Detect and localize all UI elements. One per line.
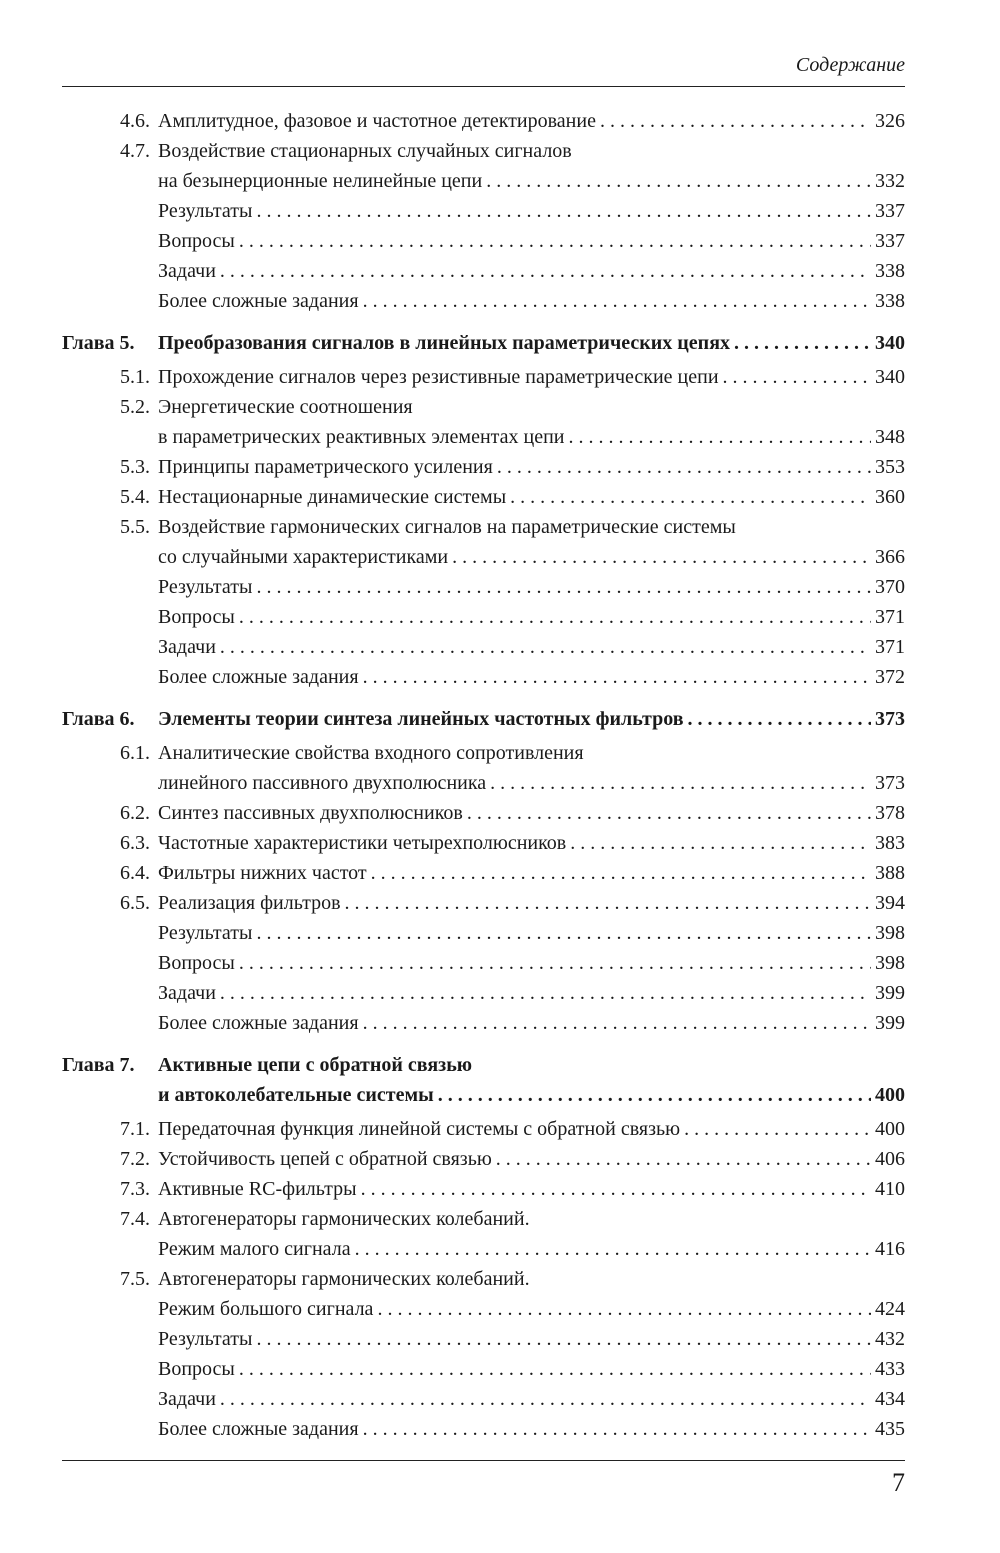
toc-section[interactable] [62, 798, 905, 828]
toc-number: 5.5. [120, 516, 150, 538]
toc-section[interactable] [62, 888, 905, 918]
toc-subitem[interactable] [62, 918, 905, 948]
toc-title: Задачи [158, 260, 216, 282]
toc-page-number: 338 [875, 290, 905, 312]
toc-section[interactable] [62, 136, 905, 196]
toc-page-number: 388 [875, 862, 905, 884]
toc-subitem[interactable] [62, 196, 905, 226]
toc-title: Элементы теории синтеза линейных частотных фильтров [158, 708, 684, 730]
toc-section[interactable] [62, 828, 905, 858]
dot-leader [734, 328, 871, 358]
toc-title: Активные цепи с обратной связью [158, 1054, 473, 1076]
toc-title: линейного пассивного двухполюсника [158, 772, 487, 794]
dot-leader [220, 632, 871, 662]
toc-section[interactable] [62, 1204, 905, 1264]
toc-chapter[interactable] [62, 328, 905, 358]
toc-title: Результаты [158, 576, 253, 598]
toc-title: Синтез пассивных двухполюсников [158, 802, 463, 824]
toc-subitem[interactable] [62, 1414, 905, 1444]
dot-leader [345, 888, 871, 918]
toc-subitem[interactable] [62, 978, 905, 1008]
toc-title: со случайными характеристиками [158, 546, 449, 568]
toc-page-number: 348 [875, 426, 905, 448]
dot-leader [452, 542, 871, 572]
dot-leader [377, 1294, 871, 1324]
dot-leader [220, 256, 871, 286]
toc-number: Глава 6. [62, 708, 135, 730]
toc-title: Результаты [158, 1328, 253, 1350]
toc-subitem[interactable] [62, 226, 905, 256]
toc-subitem[interactable] [62, 602, 905, 632]
toc-page-number: 400 [875, 1084, 905, 1106]
toc-subitem[interactable] [62, 948, 905, 978]
toc-number: 5.3. [120, 456, 150, 478]
dot-leader [496, 1144, 871, 1174]
dot-leader [497, 452, 871, 482]
toc-section[interactable] [62, 106, 905, 136]
toc-page-number: 340 [875, 366, 905, 388]
toc-page-number: 326 [875, 110, 905, 132]
toc-subitem[interactable] [62, 662, 905, 692]
toc-title: Результаты [158, 922, 253, 944]
toc-number: 7.4. [120, 1208, 150, 1230]
toc-number: 7.5. [120, 1268, 150, 1290]
toc-title: и автоколебательные системы [158, 1084, 434, 1106]
dot-leader [371, 858, 871, 888]
dot-leader [220, 1384, 871, 1414]
toc-number: 7.1. [120, 1118, 150, 1140]
toc-section[interactable] [62, 858, 905, 888]
toc-title: Задачи [158, 636, 216, 658]
toc-page-number: 434 [875, 1388, 905, 1410]
toc-page-number: 399 [875, 1012, 905, 1034]
toc-title: Задачи [158, 1388, 216, 1410]
dot-leader [361, 1174, 871, 1204]
toc-number: 6.4. [120, 862, 150, 884]
toc-title: Вопросы [158, 230, 235, 252]
toc-title: Более сложные задания [158, 666, 359, 688]
toc-page-number: 337 [875, 200, 905, 222]
toc-chapter[interactable] [62, 704, 905, 734]
dot-leader [510, 482, 871, 512]
dot-leader [363, 286, 871, 316]
dot-leader [239, 948, 871, 978]
toc-title: Вопросы [158, 952, 235, 974]
toc-page-number: 370 [875, 576, 905, 598]
toc-page-number: 373 [875, 708, 905, 730]
toc-title: Аналитические свойства входного сопротивления [158, 742, 584, 764]
toc-section[interactable] [62, 512, 905, 572]
toc-title: Автогенераторы гармонических колебаний. [158, 1208, 530, 1230]
toc-title: Воздействие стационарных случайных сигналов [158, 140, 572, 162]
dot-leader [467, 798, 871, 828]
toc-page-number: 398 [875, 922, 905, 944]
toc-page-number: 337 [875, 230, 905, 252]
toc-title: Более сложные задания [158, 290, 359, 312]
toc-page-number: 383 [875, 832, 905, 854]
toc-page-number: 398 [875, 952, 905, 974]
dot-leader [256, 918, 871, 948]
toc-title: Результаты [158, 200, 253, 222]
toc-subitem[interactable] [62, 1324, 905, 1354]
toc-subitem[interactable] [62, 632, 905, 662]
toc-title: Реализация фильтров [158, 892, 341, 914]
toc-section[interactable] [62, 482, 905, 512]
toc-title: Режим малого сигнала [158, 1238, 351, 1260]
toc-title: Автогенераторы гармонических колебаний. [158, 1268, 530, 1290]
toc-number: 5.4. [120, 486, 150, 508]
dot-leader [355, 1234, 871, 1264]
toc-title: Вопросы [158, 1358, 235, 1380]
toc-section[interactable] [62, 1144, 905, 1174]
toc-section[interactable] [62, 1114, 905, 1144]
toc-page-number: 394 [875, 892, 905, 914]
dot-leader [363, 662, 871, 692]
dot-leader [723, 362, 871, 392]
toc-number: 6.5. [120, 892, 150, 914]
toc-title: Более сложные задания [158, 1418, 359, 1440]
toc-number: Глава 7. [62, 1054, 135, 1076]
toc-number: 6.3. [120, 832, 150, 854]
toc-title: Активные RC-фильтры [158, 1178, 357, 1200]
toc-subitem[interactable] [62, 256, 905, 286]
toc-title: Прохождение сигналов через резистивные параметрические цепи [158, 366, 719, 388]
dot-leader [486, 166, 871, 196]
toc-number: 5.2. [120, 396, 150, 418]
toc-title: Нестационарные динамические системы [158, 486, 507, 508]
dot-leader [220, 978, 871, 1008]
toc-page-number: 371 [875, 606, 905, 628]
toc-page-number: 410 [875, 1178, 905, 1200]
toc-number: 4.7. [120, 140, 150, 162]
toc-title: Частотные характеристики четырехполюсников [158, 832, 567, 854]
dot-leader [363, 1008, 871, 1038]
dot-leader [239, 602, 871, 632]
toc-page-number: 432 [875, 1328, 905, 1350]
toc-number: 7.3. [120, 1178, 150, 1200]
header-rule [62, 86, 905, 87]
toc-title: Энергетические соотношения [158, 396, 413, 418]
page-number: 7 [892, 1468, 905, 1497]
footer-rule [62, 1460, 905, 1461]
toc-title: на безынерционные нелинейные цепи [158, 170, 483, 192]
toc-page-number: 372 [875, 666, 905, 688]
toc-title: Воздействие гармонических сигналов на параметрические системы [158, 516, 736, 538]
toc-title: Режим большого сигнала [158, 1298, 374, 1320]
toc-page-number: 400 [875, 1118, 905, 1140]
toc-subitem[interactable] [62, 572, 905, 602]
dot-leader [569, 422, 872, 452]
table-of-contents [62, 106, 905, 1444]
toc-section[interactable] [62, 452, 905, 482]
toc-page-number: 433 [875, 1358, 905, 1380]
toc-page-number: 353 [875, 456, 905, 478]
toc-page-number: 366 [875, 546, 905, 568]
toc-page-number: 360 [875, 486, 905, 508]
toc-number: Глава 5. [62, 332, 135, 354]
toc-title: Амплитудное, фазовое и частотное детектирование [158, 110, 596, 132]
toc-subitem[interactable] [62, 286, 905, 316]
toc-title: Устойчивость цепей с обратной связью [158, 1148, 492, 1170]
toc-number: 6.1. [120, 742, 150, 764]
toc-title: Вопросы [158, 606, 235, 628]
toc-page-number: 371 [875, 636, 905, 658]
toc-number: 5.1. [120, 366, 150, 388]
toc-title: Фильтры нижних частот [158, 862, 367, 884]
toc-title: Более сложные задания [158, 1012, 359, 1034]
dot-leader [688, 704, 871, 734]
toc-page-number: 332 [875, 170, 905, 192]
dot-leader [239, 226, 871, 256]
toc-page-number: 399 [875, 982, 905, 1004]
toc-page-number: 338 [875, 260, 905, 282]
toc-title: Принципы параметрического усиления [158, 456, 493, 478]
dot-leader [239, 1354, 871, 1384]
toc-title: Задачи [158, 982, 216, 1004]
toc-page-number: 406 [875, 1148, 905, 1170]
dot-leader [438, 1080, 871, 1110]
toc-section[interactable] [62, 738, 905, 798]
dot-leader [490, 768, 871, 798]
toc-section[interactable] [62, 1264, 905, 1324]
dot-leader [256, 1324, 871, 1354]
dot-leader [256, 196, 871, 226]
toc-chapter[interactable] [62, 1050, 905, 1110]
toc-title: в параметрических реактивных элементах цепи [158, 426, 565, 448]
toc-title: Преобразования сигналов в линейных параметрических цепях [158, 332, 731, 354]
toc-subitem[interactable] [62, 1008, 905, 1038]
toc-page-number: 424 [875, 1298, 905, 1320]
toc-title: Передаточная функция линейной системы с обратной связью [158, 1118, 681, 1140]
toc-section[interactable] [62, 362, 905, 392]
toc-number: 6.2. [120, 802, 150, 824]
dot-leader [256, 572, 871, 602]
toc-number: 4.6. [120, 110, 150, 132]
dot-leader [600, 106, 871, 136]
toc-section[interactable] [62, 1174, 905, 1204]
dot-leader [684, 1114, 871, 1144]
toc-page-number: 416 [875, 1238, 905, 1260]
toc-page-number: 373 [875, 772, 905, 794]
toc-page-number: 435 [875, 1418, 905, 1440]
toc-subitem[interactable] [62, 1354, 905, 1384]
toc-page-number: 378 [875, 802, 905, 824]
running-head: Содержание [795, 54, 905, 76]
toc-section[interactable] [62, 392, 905, 452]
toc-subitem[interactable] [62, 1384, 905, 1414]
toc-number: 7.2. [120, 1148, 150, 1170]
dot-leader [363, 1414, 871, 1444]
dot-leader [570, 828, 871, 858]
toc-page-number: 340 [875, 332, 905, 354]
